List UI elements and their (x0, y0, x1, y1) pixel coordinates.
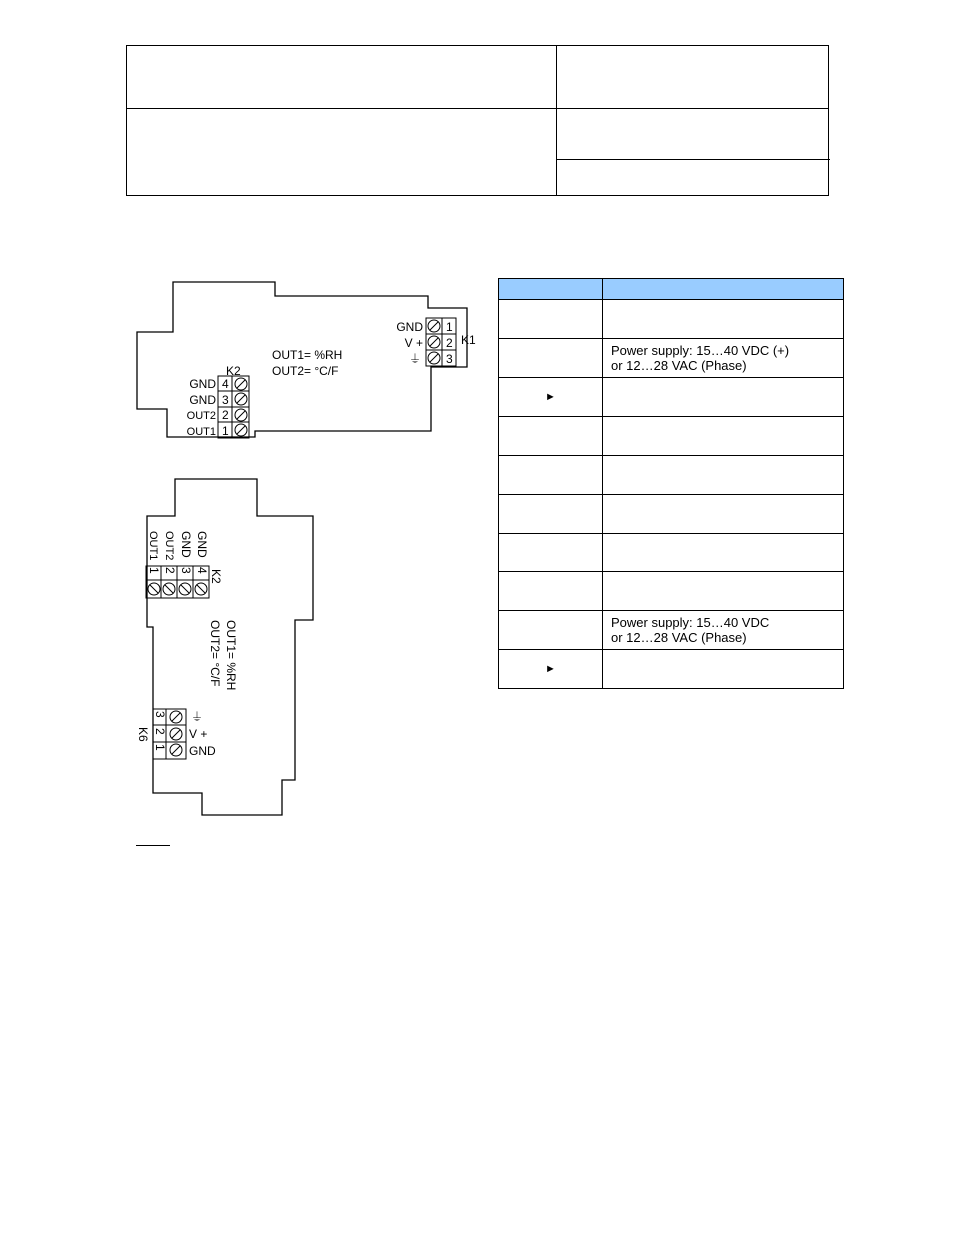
k2-pin-number: 3 (179, 567, 193, 574)
k2-pin-name: GND (189, 377, 216, 391)
k2-pin-name: GND (189, 393, 216, 407)
screw-icon (428, 320, 440, 332)
k6-terminal-block (136, 709, 216, 759)
k1-pin-name: V + (404, 336, 423, 350)
out2-label: OUT2= °C/F (208, 620, 222, 687)
k6-pin-name: V + (189, 727, 208, 741)
k2-pin-number: 1 (147, 567, 161, 574)
k2-pin-name: GND (179, 531, 193, 558)
k1-pin-number: 1 (446, 320, 453, 334)
out1-label: OUT1= %RH (272, 348, 343, 362)
k2-pin-name: OUT1 (186, 426, 216, 438)
k2-pin-name: GND (195, 531, 209, 558)
k2-terminal-block (187, 364, 249, 438)
screw-icon (148, 583, 160, 595)
description-line: or 12…28 VAC (Phase) (611, 358, 747, 374)
k2-terminal-block-rotated (146, 531, 223, 598)
k1-terminal-block (396, 318, 476, 366)
k2-pin-name: OUT2 (186, 410, 216, 422)
screw-icon (235, 424, 247, 436)
screw-icon (170, 728, 182, 740)
k2-label: K2 (226, 364, 241, 378)
screw-icon (428, 336, 440, 348)
board-bottom (136, 479, 313, 815)
k6-label: K6 (136, 727, 150, 742)
description-line: Power supply: 15…40 VDC (+) (611, 343, 790, 359)
k6-pin-number: 1 (153, 744, 167, 751)
ground-icon: ⏚ (408, 352, 421, 366)
terminal-cell: ► (499, 650, 603, 689)
k2-pin-number: 4 (222, 377, 229, 391)
screw-icon (195, 583, 207, 595)
k2-pin-number: 2 (163, 567, 177, 574)
screw-icon (163, 583, 175, 595)
k2-pin-name: OUT1 (147, 531, 159, 561)
k6-pin-number: 2 (153, 728, 167, 735)
screw-icon (170, 744, 182, 756)
terminal-cell: ► (499, 378, 603, 417)
k2-pin-name: OUT2 (163, 531, 175, 561)
description-line: or 12…28 VAC (Phase) (611, 630, 747, 646)
k2-pin-number: 1 (222, 424, 229, 438)
screw-icon (428, 352, 440, 364)
k6-pin-number: 3 (153, 711, 167, 718)
out1-label: OUT1= %RH (224, 620, 238, 691)
screw-icon (235, 393, 247, 405)
k1-pin-number: 2 (446, 336, 453, 350)
screw-icon (179, 583, 191, 595)
screw-icon (235, 409, 247, 421)
screw-icon (170, 711, 182, 723)
k2-label: K2 (209, 569, 223, 584)
out2-label: OUT2= °C/F (272, 364, 339, 378)
k6-pin-name: GND (189, 744, 216, 758)
description-line: Power supply: 15…40 VDC (611, 615, 770, 631)
note-underline (136, 845, 170, 846)
k2-pin-number: 3 (222, 393, 229, 407)
board-top (137, 282, 476, 438)
screw-icon (235, 378, 247, 390)
k2-pin-number: 4 (195, 567, 209, 574)
k2-pin-number: 2 (222, 408, 229, 422)
ground-icon: ⏚ (191, 710, 204, 724)
k1-pin-number: 3 (446, 352, 453, 366)
k1-label: K1 (461, 333, 476, 347)
k1-pin-name: GND (396, 320, 423, 334)
